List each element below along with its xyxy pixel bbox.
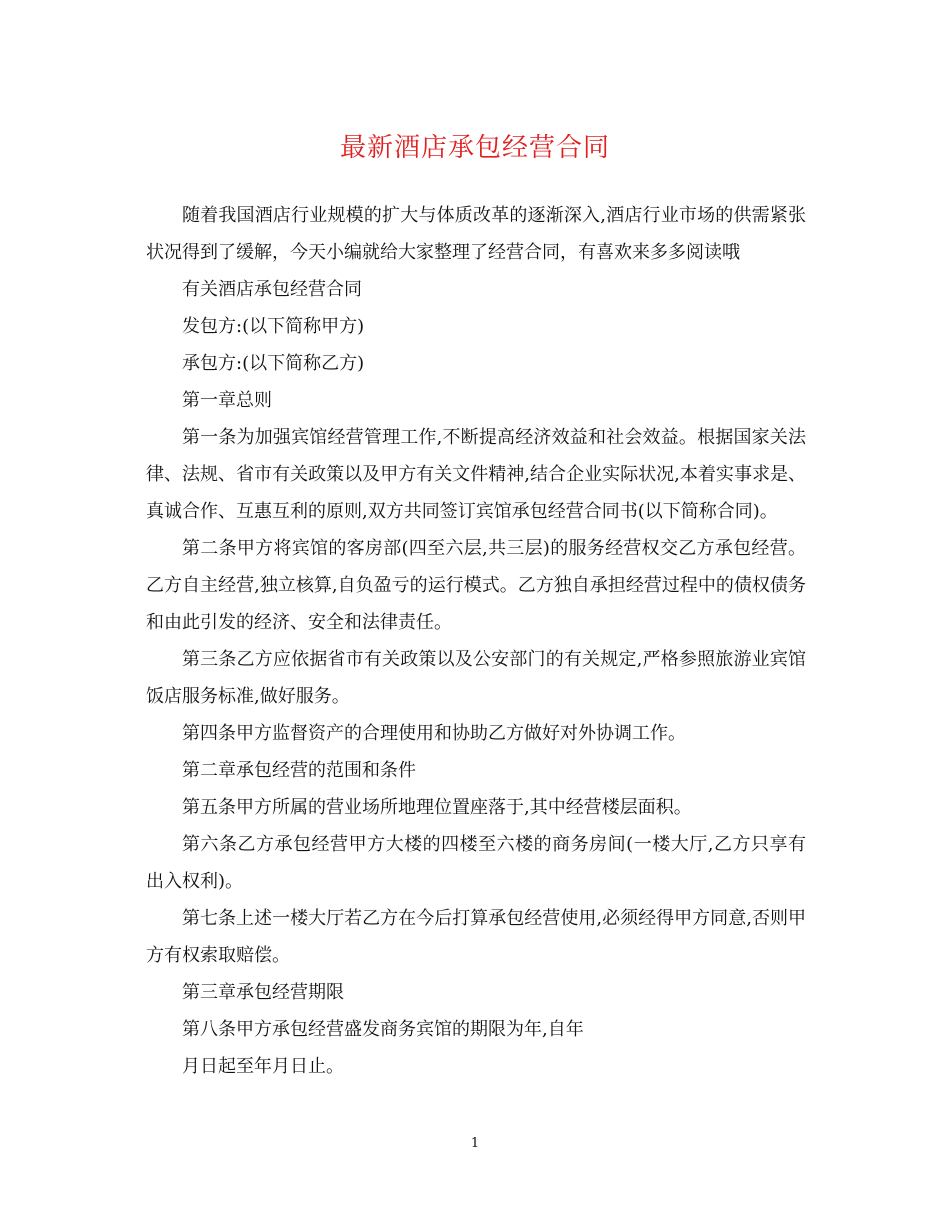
article-7: 第七条上述一楼大厅若乙方在今后打算承包经营使用,必须经得甲方同意,否则甲方有权索取赔偿。 <box>146 908 806 966</box>
article-2: 第二条甲方将宾馆的客房部(四至六层,共三层)的服务经营权交乙方承包经营。乙方自主经营,独立核算,自负盈亏的运行模式。乙方独自承担经营过程中的债权债务和由此引发的经济、安全和法律责任。 <box>146 538 806 633</box>
chapter-2-heading: 第二章承包经营的范围和条件 <box>182 760 416 781</box>
contract-heading: 有关酒店承包经营合同 <box>182 279 362 300</box>
article-5: 第五条甲方所属的营业场所地理位置座落于,其中经营楼层面积。 <box>182 797 692 818</box>
article-6: 第六条乙方承包经营甲方大楼的四楼至六楼的商务房间(一楼大厅,乙方只享有出入权利)。 <box>146 834 806 892</box>
article-1: 第一条为加强宾馆经营管理工作,不断提高经济效益和社会效益。根据国家关法律、法规、省市有关政策以及甲方有关文件精神,结合企业实际状况,本着实事求是、真诚合作、互惠互利的原则,双方共同签订宾馆承包经营合同书(以下简称合同)。 <box>146 427 806 522</box>
document-title: 最新酒店承包经营合同 <box>339 133 610 163</box>
document-body <box>146 197 806 1085</box>
party-b-line: 承包方:(以下简称乙方) <box>182 353 365 374</box>
chapter-1-heading: 第一章总则 <box>182 390 272 411</box>
article-8: 第八条甲方承包经营盛发商务宾馆的期限为年,自年 <box>182 1019 584 1040</box>
chapter-3-heading: 第三章承包经营期限 <box>182 982 344 1003</box>
article-3: 第三条乙方应依据省市有关政策以及公安部门的有关规定,严格参照旅游业宾馆饭店服务标准,做好服务。 <box>146 649 806 707</box>
article-4: 第四条甲方监督资产的合理使用和协助乙方做好对外协调工作。 <box>182 723 686 744</box>
page-number: 1 <box>470 1136 480 1151</box>
intro-paragraph: 随着我国酒店行业规模的扩大与体质改革的逐渐深入,酒店行业市场的供需紧张状况得到了缓解，今天小编就给大家整理了经营合同，有喜欢来多多阅读哦 <box>146 205 806 263</box>
party-a-line: 发包方:(以下简称甲方) <box>182 316 365 337</box>
article-8-continuation: 月日起至年月日止。 <box>182 1056 344 1077</box>
